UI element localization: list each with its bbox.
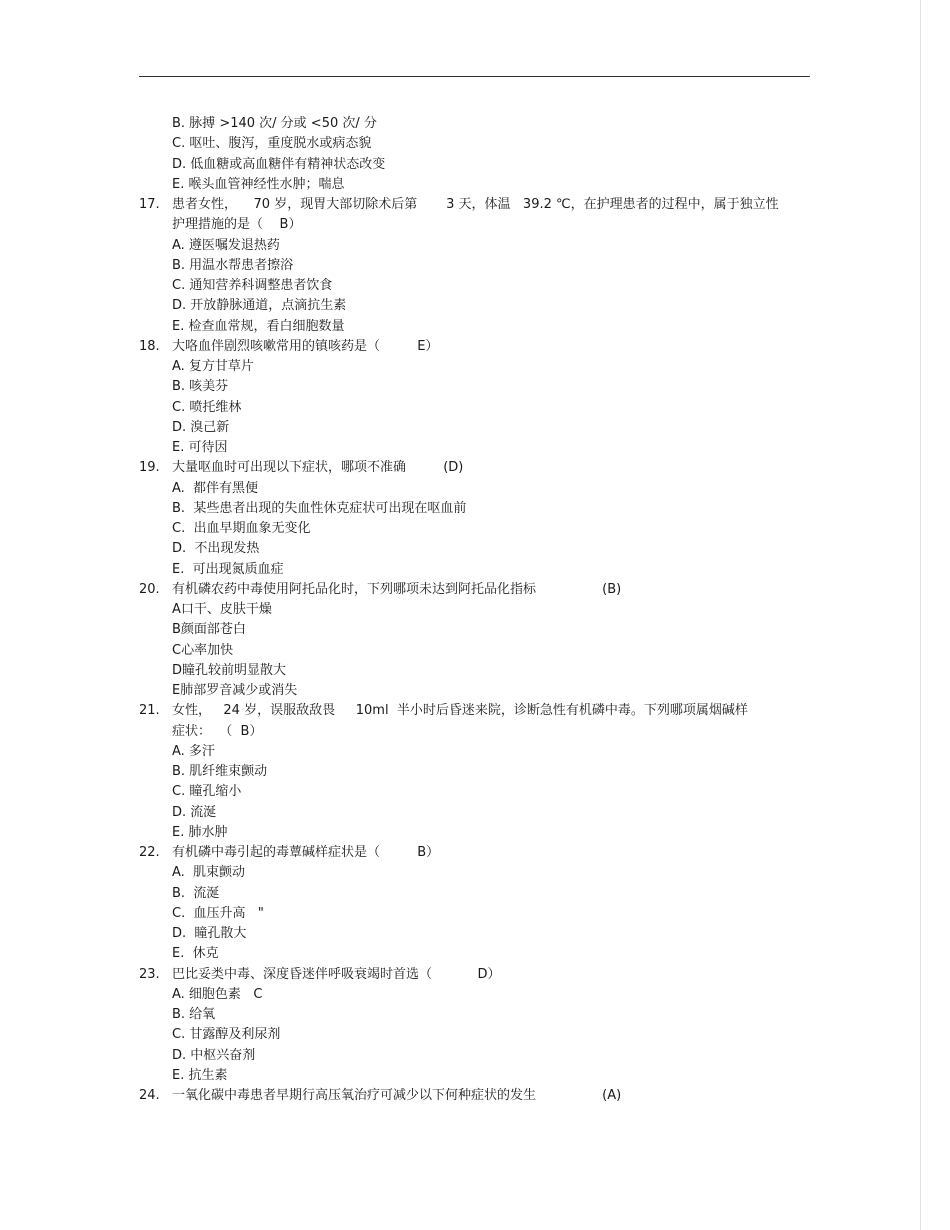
option-text: D. 溴己新: [172, 419, 230, 435]
option-text: C. 呕吐、腹泻，重度脱水或病态貌: [172, 136, 372, 152]
option-line: [0, 317, 950, 337]
option-text: D. 开放静脉通道，点滴抗生素: [172, 298, 347, 314]
option-text: A. 都伴有黑便: [172, 480, 259, 496]
question-number: 17.: [139, 197, 160, 212]
option-line: [0, 236, 950, 256]
option-text: E肺部罗音减少或消失: [172, 683, 298, 698]
option-text: E. 可待因: [172, 440, 228, 455]
option-text: C. 通知营养科调整患者饮食: [172, 278, 333, 293]
option-line: [0, 600, 950, 620]
option-line: [0, 479, 950, 499]
option-line: [0, 641, 950, 661]
question-text: 巴比妥类中毒、深度昏迷伴呼吸衰竭时首选（ D）: [172, 966, 501, 982]
option-line: [0, 742, 950, 762]
question-text: 一氧化碳中毒患者早期行高压氧治疗可减少以下何种症状的发生 (A): [172, 1088, 622, 1103]
question-text: 患者女性， 70 岁，现胃大部切除术后第 3 天，体温 39.2 ℃，在护理患者的过程中，属于独立性: [172, 197, 779, 212]
option-text: B. 流涎: [172, 885, 220, 901]
option-line: [0, 1005, 950, 1025]
option-line: [0, 722, 950, 742]
option-text: E. 喉头血管神经性水肿；喘息: [172, 176, 345, 192]
option-text: D. 流涎: [172, 804, 217, 820]
question-line: [0, 843, 950, 863]
question-line: [0, 701, 950, 721]
option-text: B. 某些患者出现的失血性休克症状可出现在呕血前: [172, 500, 467, 516]
option-line: [0, 924, 950, 944]
option-text: E. 可出现氮质血症: [172, 561, 284, 577]
option-text: E. 检查血常规，看白细胞数量: [172, 318, 345, 334]
option-line: [0, 620, 950, 640]
question-line: [0, 195, 950, 215]
question-line: [0, 337, 950, 357]
question-text: 大量呕血时可出现以下症状，哪项不准确 (D): [172, 460, 464, 476]
option-line: [0, 904, 950, 924]
option-text: B. 脉搏 >140 次/ 分或 <50 次/ 分: [172, 116, 377, 131]
question-text: 女性， 24 岁，误服敌敌畏 10ml 半小时后昏迷来院，诊断急性有机磷中毒。下列哪项属烟碱样: [172, 703, 748, 719]
question-line: [0, 965, 950, 985]
question-number: 21.: [139, 703, 160, 719]
question-line: [0, 1086, 950, 1106]
option-line: [0, 681, 950, 701]
option-text: E. 肺水肿: [172, 824, 228, 840]
option-line: [0, 215, 950, 235]
question-text: 有机磷中毒引起的毒蕈碱样症状是（ B）: [172, 845, 440, 860]
option-line: [0, 377, 950, 397]
option-text: B. 用温水帮患者擦浴: [172, 257, 294, 273]
option-text: B. 给氧: [172, 1007, 216, 1022]
option-line: [0, 985, 950, 1005]
option-text: D. 低血糖或高血糖伴有精神状态改变: [172, 156, 386, 172]
option-text: B. 肌纤维束颤动: [172, 764, 268, 779]
question-number: 23.: [139, 966, 160, 982]
option-line: [0, 823, 950, 843]
option-text: 症状： （ B）: [172, 723, 263, 739]
option-line: [0, 256, 950, 276]
option-line: [0, 762, 950, 782]
question-number: 24.: [139, 1088, 160, 1103]
option-text: C. 出血早期血象无变化: [172, 521, 311, 536]
option-text: D. 中枢兴奋剂: [172, 1047, 256, 1063]
option-line: [0, 884, 950, 904]
option-text: D. 瞳孔散大: [172, 926, 247, 941]
option-text: E. 休克: [172, 946, 219, 962]
option-text: B颜面部苍白: [172, 622, 246, 638]
question-line: [0, 458, 950, 478]
question-text: 有机磷农药中毒使用阿托品化时，下列哪项未达到阿托品化指标 (B): [172, 581, 622, 597]
option-line: [0, 1025, 950, 1045]
option-line: [0, 276, 950, 296]
question-number: 20.: [139, 581, 160, 597]
option-line: [0, 296, 950, 316]
document-body: [0, 114, 950, 1106]
option-line: [0, 539, 950, 559]
option-line: [0, 519, 950, 539]
option-text: C. 喷托维林: [172, 399, 242, 415]
option-line: [0, 357, 950, 377]
option-text: A. 细胞色素 C: [172, 986, 263, 1002]
option-line: [0, 418, 950, 438]
option-line: [0, 863, 950, 883]
option-text: C. 瞳孔缩小: [172, 784, 242, 800]
option-text: E. 抗生素: [172, 1067, 228, 1083]
option-line: [0, 803, 950, 823]
header-rule: [139, 76, 810, 77]
option-line: [0, 134, 950, 154]
option-line: [0, 398, 950, 418]
option-line: [0, 1066, 950, 1086]
question-number: 18.: [139, 338, 160, 354]
option-line: [0, 944, 950, 964]
question-number: 19.: [139, 460, 160, 476]
option-text: D. 不出现发热: [172, 541, 260, 557]
option-text: A口干、皮肤干燥: [172, 602, 272, 617]
question-line: [0, 580, 950, 600]
option-line: [0, 499, 950, 519]
option-text: A. 复方甘草片: [172, 359, 254, 374]
option-text: C. 甘露醇及利尿剂: [172, 1027, 281, 1043]
question-number: 22.: [139, 845, 160, 860]
option-text: B. 咳美芬: [172, 379, 229, 395]
option-line: [0, 114, 950, 134]
option-line: [0, 438, 950, 458]
option-line: [0, 782, 950, 802]
option-line: [0, 560, 950, 580]
option-line: [0, 155, 950, 175]
option-text: D瞳孔较前明显散大: [172, 662, 287, 678]
option-line: [0, 661, 950, 681]
option-text: 护理措施的是（ B）: [172, 217, 302, 233]
question-text: 大咯血伴剧烈咳嗽常用的镇咳药是（ E）: [172, 338, 439, 354]
option-text: A. 肌束颤动: [172, 865, 246, 881]
option-text: A. 遵医嘱发退热药: [172, 237, 280, 253]
option-line: [0, 175, 950, 195]
option-text: A. 多汗: [172, 743, 215, 759]
option-text: C心率加快: [172, 642, 234, 658]
option-line: [0, 1046, 950, 1066]
option-text: C. 血压升高 ": [172, 905, 264, 921]
